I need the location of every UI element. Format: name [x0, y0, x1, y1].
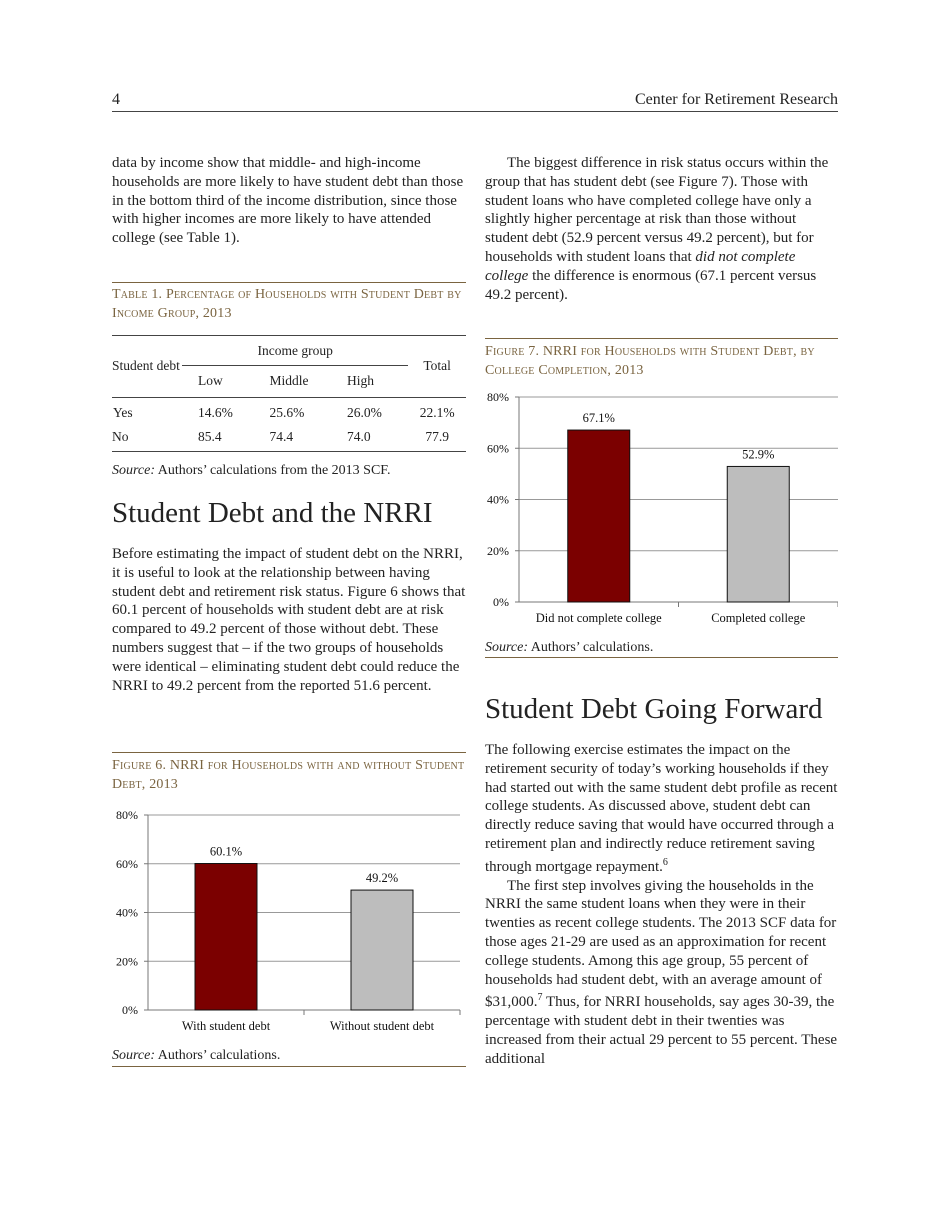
y-tick-label: 80% — [116, 808, 138, 822]
page-number: 4 — [112, 91, 120, 108]
going-forward-text: The following exercise estimates the impact on the retirement security of today’s working households if they had started out with the same student debt profile as recent college students. As discussed above, student debt can directly reduce saving that would have occurred through a retirement plan and indirectly reduce retirement saving through mortgage repayment.$^6$ The first step involves giving the households in the NRRI the same student loans when they were in their twenties as recent college students. The 2013 SCF data for those ages 21-29 are used as an approximation for recent college students. Among this age group, 55 percent of households had student debt, with an average amount of $31,000.$^7$ Thus, for NRRI households, say ages 30-39, the percentage with student debt in their twenties was increased from their actual 29 percent to 55 percent. These additional — [485, 742, 838, 1067]
y-tick-label: 60% — [487, 441, 509, 456]
figure-6-chart — [112, 805, 466, 1033]
figure-7-chart — [485, 389, 838, 625]
x-tick-label: Did not complete college — [535, 611, 662, 625]
table-col-low: Low — [198, 372, 223, 388]
bar-2 — [351, 890, 413, 1010]
table-row-header: Student debt — [112, 358, 180, 374]
y-tick-label: 60% — [116, 856, 138, 871]
running-title: Center for Retirement Research — [634, 91, 838, 108]
x-tick-label: Without student debt — [329, 1019, 435, 1033]
y-tick-label: 80% — [487, 390, 509, 404]
figure-7-caption: Figure 7. NRRI for Households with Student Debt, by College Completion, 2013 — [485, 344, 815, 378]
table-total-header: Total — [423, 357, 451, 373]
bar-2 — [727, 466, 789, 602]
data-label: 52.9% — [742, 447, 775, 462]
intro-paragraph: data by income show that middle- and high-income households are more likely to have student debt than those in the bottom third of the income distribution, since those with higher incomes are more likely to have attended college (see Table 1). — [112, 155, 464, 247]
figure-6-caption: Figure 6. NRRI for Households with and without Student Debt, 2013 — [112, 758, 465, 792]
y-tick-label: 0% — [122, 1003, 138, 1017]
y-tick-label: 0% — [493, 595, 509, 609]
table-group-header: Income group — [182, 336, 408, 366]
y-tick-label: 20% — [116, 954, 138, 969]
section-title-nrri: Student Debt and the NRRI — [112, 497, 433, 529]
section-title-going-forward: Student Debt Going Forward — [485, 693, 823, 725]
table-1-source: Source: Authors’ calculations from the 2013 SCF. — [112, 463, 391, 479]
bar-1 — [195, 864, 257, 1010]
x-tick-label: Completed college — [711, 611, 806, 625]
figure-6-source: Source: Authors’ calculations. — [112, 1048, 281, 1063]
bar-1 — [568, 430, 630, 602]
table-1 — [112, 282, 466, 481]
page-header — [112, 90, 838, 112]
data-label: 49.2% — [365, 871, 399, 886]
table-row: Yes 14.6% 25.6% 26.0% 22.1% — [113, 404, 455, 421]
figure-6 — [112, 752, 466, 1067]
table-1-grid — [112, 335, 466, 452]
table-row: No 85.4 74.4 74.0 77.9 — [112, 429, 449, 445]
table-col-middle: Middle — [269, 372, 309, 388]
data-label: 60.1% — [209, 844, 243, 859]
y-tick-label: 40% — [116, 905, 138, 920]
risk-difference-paragraph: The biggest difference in risk status occurs within the group that has student debt (see Figure 7). Those with student loans who have completed college have only a slightly higher percentage at risk than those without student debt (52.9 percent versus 49.2 percent), but for households with student loans that did not complete college the difference is enormous (67.1 percent versus 49.2 percent). — [485, 155, 829, 303]
figure-7-source: Source: Authors’ calculations. — [485, 640, 654, 655]
figure-7 — [485, 338, 838, 658]
nrri-paragraph: Before estimating the impact of student debt on the NRRI, it is useful to look at the relationship between having student debt and retirement risk status. Figure 6 shows that 60.1 percent of households with student debt are at risk compared to 49.2 percent of those without debt. These numbers suggest that – if the two groups of households were identical – eliminating student debt could reduce the NRRI to 49.2 percent from the reported 51.6 percent. — [112, 546, 466, 694]
table-col-high: High — [347, 372, 375, 388]
y-tick-label: 40% — [487, 492, 509, 507]
x-tick-label: With student debt — [181, 1019, 271, 1033]
y-tick-label: 20% — [487, 543, 509, 558]
data-label: 67.1% — [582, 411, 615, 426]
table-1-caption: Table 1. Percentage of Households with Student Debt by Income Group, 2013 — [112, 287, 462, 321]
